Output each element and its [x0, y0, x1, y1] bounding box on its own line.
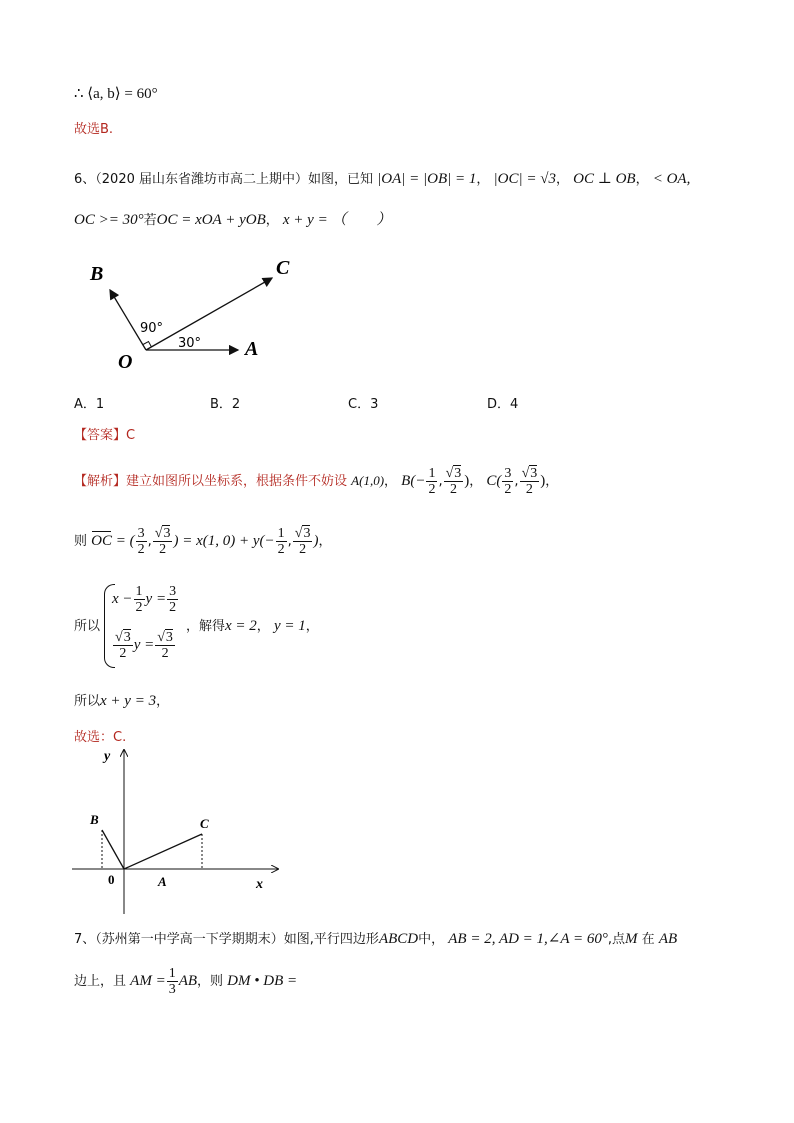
previous-choice: [74, 118, 113, 137]
segment-OB: [102, 830, 124, 869]
angle-result: ∴ ⟨a, b⟩ = 60°: [74, 86, 158, 102]
q6-cond2: |OC| = √3: [493, 171, 556, 187]
q7-stem-b: 中，: [418, 932, 445, 947]
graph-label-C: C: [200, 816, 209, 831]
graph-label-A: A: [158, 874, 167, 889]
q6-stem-a: 如图，已知: [308, 172, 374, 187]
graph-label-B: B: [90, 812, 99, 827]
q6-cond5: OC >= 30°: [74, 212, 144, 228]
vector-figure: [80, 250, 310, 375]
axis-x-label: x: [256, 877, 263, 892]
segment-OC: [124, 834, 202, 869]
q6-number: 6、: [74, 172, 96, 187]
sum-line: 所以x + y = 3，: [74, 693, 170, 709]
q7-stem-a: 如图,平行四边形: [283, 932, 379, 947]
choice-value: B.: [100, 122, 114, 137]
solve-line: ，解得x = 2， y = 1，: [186, 618, 319, 634]
q7-stem-c: ,点: [607, 932, 626, 947]
q6-cond3: OC ⊥ OB: [573, 171, 636, 187]
y-value: y = 1: [273, 618, 306, 634]
angle-90-label: 90°: [140, 321, 164, 336]
option-a-value: 1: [95, 397, 105, 412]
axis-y-label: y: [104, 749, 111, 764]
q6-stem-b: 若: [143, 213, 157, 228]
angle-30-label: 30°: [178, 336, 202, 351]
q7-stem-d: 在: [641, 932, 655, 947]
option-d-value: 4: [510, 397, 519, 412]
label-A: A: [245, 338, 259, 360]
option-b: [210, 393, 240, 412]
choice-prefix: 故选: [74, 122, 101, 137]
q6-source: （2020 届山东省潍坊市高二上期中）: [95, 172, 308, 187]
final-value: C.: [113, 730, 127, 745]
q7-point: M: [625, 931, 638, 947]
option-c: [348, 393, 378, 412]
q7-source: （苏州第一中学高一下学期期末）: [95, 932, 284, 947]
coordinate-graph: [66, 742, 286, 917]
q6-cond1: |OA| = |OB| = 1: [377, 171, 477, 187]
option-b-letter: B．: [210, 397, 232, 412]
analysis-text: 建立如图所以坐标系，根据条件不妨设: [126, 474, 348, 489]
q6-stem-line1: 6、（2020 届山东省潍坊市高二上期中）如图，已知 |OA| = |OB| = 1， |OC| = √3， OC ⊥ OB， < OA,: [74, 171, 691, 187]
q7-line2-a: 边上，且: [74, 974, 127, 989]
q7-dot-expr: DM • DB =: [227, 973, 298, 989]
system-eq2: $\frac{√3}{2}$ y = $\frac{√3}{2}$: [115, 630, 173, 661]
q6-stem-line2: OC >= 30°若OC = xOA + yOB， x + y = （ ）: [74, 212, 392, 228]
option-a-letter: A．: [74, 397, 96, 412]
analysis-line: 【解析】建立如图所以坐标系，根据条件不妨设 A(1,0)， B(− $\frac{1}{2}$ , $\frac{√3}{2}$ )， C( $\frac{3}{2}$ , $\frac{√3}{2}$ )，: [74, 466, 559, 497]
sum-label: 所以: [74, 694, 101, 709]
point-C-prefix: C(: [486, 473, 502, 489]
option-a: [74, 393, 104, 412]
label-C: C: [276, 257, 290, 279]
solve-label: ，解得: [186, 619, 226, 634]
q7-line2-b: ，则: [197, 974, 224, 989]
analysis-tag: 【解析】: [74, 474, 127, 489]
option-d-letter: D．: [487, 397, 511, 412]
system-eq1: x − $\frac{1}{2}$ y = $\frac{3}{2}$: [112, 584, 177, 615]
q7-am-eq: AM =: [130, 973, 166, 989]
label-B: B: [90, 263, 104, 285]
answer-line: [74, 424, 135, 443]
q7-stem-line1: [74, 928, 677, 948]
q6-cond4: < OA,: [652, 171, 691, 187]
answer-value: C: [126, 428, 136, 443]
so-label: 所以: [74, 619, 101, 634]
point-B-prefix: B(−: [401, 473, 426, 489]
vector-OB: [110, 290, 146, 350]
oc-equation: 则 OC = ( $\frac{3}{2}$ , $\frac{√3}{2}$ ) = x(1, 0) + y(− $\frac{1}{2}$ , $\frac{√3}{2}$ )，: [74, 526, 332, 557]
q7-number: 7、: [74, 932, 96, 947]
option-c-value: 3: [370, 397, 379, 412]
origin-label: 0: [108, 872, 115, 887]
option-b-value: 2: [231, 397, 241, 412]
option-d: [487, 393, 518, 412]
then-label: 则: [74, 534, 88, 549]
x-value: x = 2: [225, 618, 257, 634]
q7-shape: ABCD: [378, 931, 419, 947]
q7-stem-line2: 边上，且 AM = $\frac{1}{3}$ AB，则 DM • DB =: [74, 966, 298, 997]
answer-tag: 【答案】: [74, 428, 127, 443]
point-A: A(1,0): [351, 473, 385, 488]
q6-ask: x + y = （ ）: [282, 212, 392, 228]
final-prefix: 故选：: [74, 730, 114, 745]
label-O: O: [118, 351, 133, 373]
q6-cond6: OC = xOA + yOB: [156, 212, 266, 228]
q7-side: AB: [658, 931, 678, 947]
option-c-letter: C．: [348, 397, 371, 412]
q7-conds: AB = 2, AD = 1,∠A = 60°: [448, 931, 608, 947]
sum-value: x + y = 3: [100, 693, 157, 709]
